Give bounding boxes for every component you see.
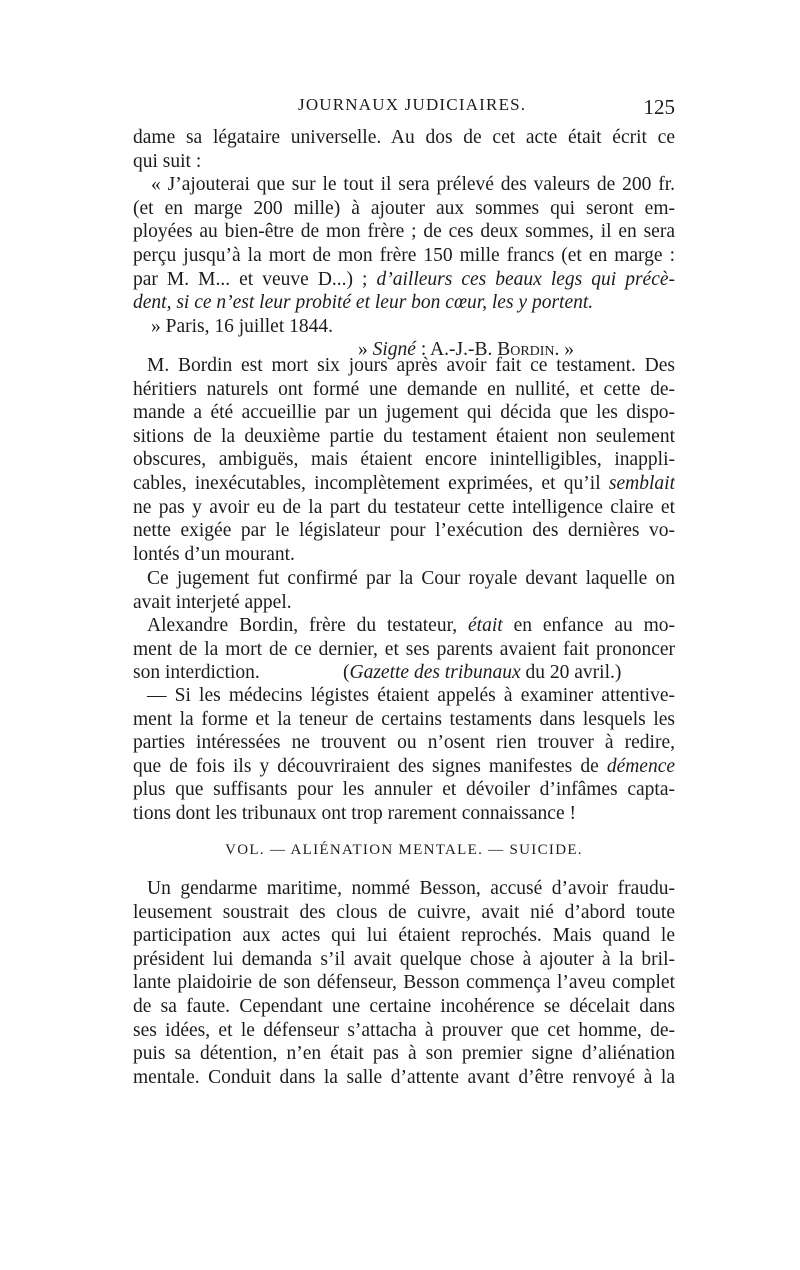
text-line: puis sa détention, n’en était pas à son premier signe d’aliénation xyxy=(133,1043,675,1065)
text-line: « J’ajouterai que sur le tout il sera prélevé des valeurs de 200 fr. xyxy=(151,174,675,196)
text-line: plus que suffisants pour les annuler et dévoiler d’infâmes capta- xyxy=(133,779,675,801)
italic-span: semblait xyxy=(608,472,675,494)
paragraph-confirmation xyxy=(133,567,675,614)
text-span: que de fois ils y découvriraient des signes manifestes de xyxy=(133,755,599,777)
text-span: » xyxy=(358,339,373,361)
text-line: de sa faute. Cependant une certaine incohérence se décelait dans xyxy=(133,995,675,1017)
text-line: M. Bordin est mort six jours après avoir fait ce testament. Des xyxy=(147,355,675,376)
italic-span: était xyxy=(468,615,503,636)
text-line: participation aux actes qui lui étaient reprochés. Mais quand le xyxy=(133,925,675,947)
text-span: par M. M... et veuve D...) ; xyxy=(133,268,368,290)
italic-span: démence xyxy=(606,755,675,777)
citation-line xyxy=(133,661,675,685)
text-line xyxy=(133,614,675,638)
text-span: cables, inexécutables, incomplètement exprimées, et qu’il xyxy=(133,472,601,494)
text-line: mentale. Conduit dans la salle d’attente avant d’être renvoyé à la xyxy=(133,1066,675,1088)
text-line: ment de la mort de ce dernier, et ses parents avaient fait prononcer xyxy=(133,638,675,660)
text-line: avait interjeté appel. xyxy=(133,591,292,613)
text-span: Alexandre Bordin, frère du testateur, xyxy=(147,615,458,636)
paragraph-alexandre xyxy=(133,614,675,685)
citation xyxy=(343,661,621,685)
text-line: leusement soustrait des clous de cuivre, avait nié d’abord toute xyxy=(133,901,675,923)
text-line xyxy=(133,472,675,496)
text-line: ne pas y avoir eu de la part du testateur cette intelligence claire et xyxy=(133,496,675,518)
text-line: président lui demanda s’il avait quelque chose à ajouter à la bril- xyxy=(133,948,675,970)
text-span: ( xyxy=(343,662,350,684)
text-line: perçu jusqu’à la mort de mon frère 150 mille francs (et en marge : xyxy=(133,244,675,266)
date-line: » Paris, 16 juillet 1844. xyxy=(151,315,333,337)
italic-span: d’ailleurs ces beaux legs qui précè- xyxy=(376,268,675,290)
text-line: parties intéressées ne trouvent ou n’osent rien trouver à redire, xyxy=(133,732,675,754)
text-line xyxy=(133,268,675,292)
text-line: lante plaidoirie de son défenseur, Besson commença l’aveu complet xyxy=(133,972,675,994)
paragraph-besson xyxy=(133,877,675,1089)
section-heading: VOL. — ALIÉNATION MENTALE. — SUICIDE. xyxy=(225,842,583,858)
text-line: obscures, ambiguës, mais étaient encore inintelligibles, inappli- xyxy=(133,449,675,471)
text-line: ses idées, et le défenseur s’attacha à prouver que cet homme, de- xyxy=(133,1019,675,1041)
signature-label: Signé xyxy=(372,339,416,361)
text-line: ployées au bien-être de mon frère ; de ces deux sommes, il en sera xyxy=(133,221,675,243)
text-line: sitions de la deuxième partie du testament étaient non seulement xyxy=(133,425,675,447)
text-line: mande a été accueillie par un jugement qui décida que les dispo- xyxy=(133,402,675,424)
text-line: ment la forme et la teneur de certains testaments dans lesquels les xyxy=(133,708,675,730)
running-header xyxy=(133,95,675,121)
text-span: en enfance au mo- xyxy=(513,615,675,636)
text-line: lontés d’un mourant. xyxy=(133,543,295,565)
text-line xyxy=(133,755,675,779)
paragraph-testament xyxy=(133,126,675,362)
running-title: JOURNAUX JUDICIAIRES. xyxy=(298,95,527,114)
text-line: nette exigée par le législateur pour l’exécution des dernières vo- xyxy=(133,520,675,542)
text-line: — Si les médecins légistes étaient appelés à examiner attentive- xyxy=(147,685,675,706)
text-line: héritiers naturels ont formé une demande en nullité, et cette de- xyxy=(133,378,675,400)
text-line: Un gendarme maritime, nommé Besson, accusé d’avoir fraudu- xyxy=(147,878,675,899)
paragraph-judgment xyxy=(133,354,675,566)
text-line: qui suit : xyxy=(133,150,202,172)
text-line: (et en marge 200 mille) à ajouter aux sommes qui seront em- xyxy=(133,197,675,219)
text-line: tions dont les tribunaux ont trop rarement connaissance ! xyxy=(133,802,576,824)
page-number: 125 xyxy=(643,95,675,119)
citation-source: Gazette des tribunaux xyxy=(349,662,521,684)
text-line xyxy=(133,291,675,315)
text-span: son interdiction. xyxy=(133,662,260,684)
text-line: Ce jugement fut confirmé par la Cour royale devant laquelle on xyxy=(147,568,675,589)
text-span: du 20 avril.) xyxy=(525,662,622,684)
paragraph-legistes xyxy=(133,684,675,826)
text-line: dame sa légataire universelle. Au dos de cet acte était écrit ce xyxy=(133,127,675,148)
signature-name: : A.-J.-B. Bordin. » xyxy=(420,339,575,361)
italic-span: dent, si ce n’est leur probité et leur bon cœur, les y portent. xyxy=(133,292,594,314)
